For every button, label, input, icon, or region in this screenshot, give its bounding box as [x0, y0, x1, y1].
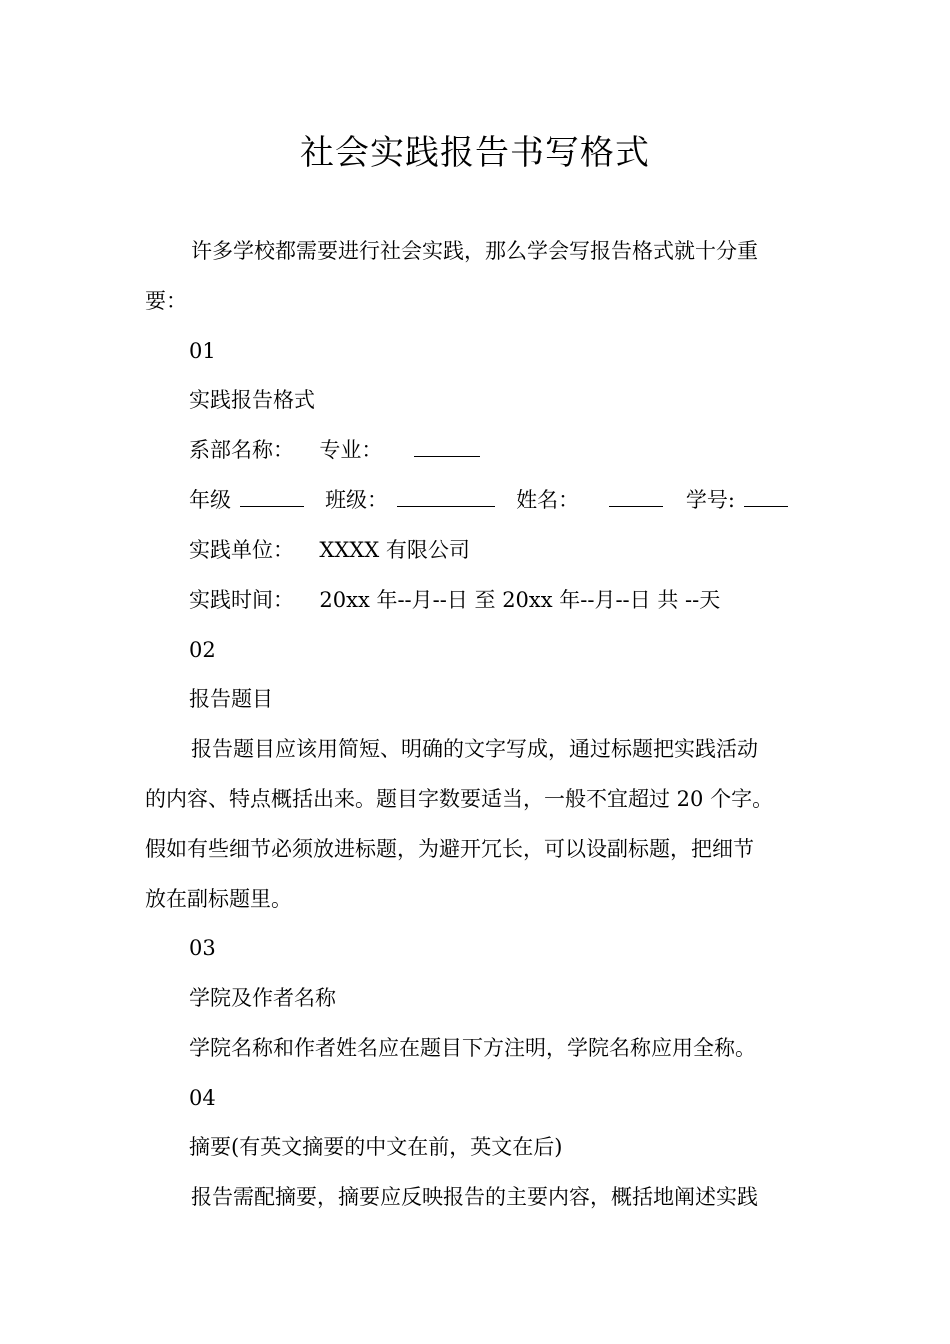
section-3-number: 03 [189, 936, 216, 960]
grade-label: 年级 [189, 488, 231, 512]
section-4-paragraph-line-1: 报告需配摘要，摘要应反映报告的主要内容，概括地阐述实践 [191, 1185, 758, 1209]
unit-label: 实践单位： [189, 538, 294, 562]
grade-class-row [189, 485, 790, 515]
unit-row [189, 535, 470, 565]
time-value: 20xx 年--月--日 至 20xx 年--月--日 共 --天 [319, 588, 721, 612]
section-3-text: 学院名称和作者姓名应在题目下方注明，学院名称应用全称。 [189, 1036, 756, 1060]
time-label: 实践时间： [189, 588, 294, 612]
section-2-paragraph-line-3: 假如有些细节必须放进标题，为避开冗长，可以设副标题，把细节 [145, 837, 754, 861]
intro-line-1: 许多学校都需要进行社会实践，那么学会写报告格式就十分重 [191, 239, 758, 263]
section-4-number: 04 [189, 1086, 216, 1110]
document-title: 社会实践报告书写格式 [300, 133, 650, 173]
section-2-heading: 报告题目 [189, 687, 273, 711]
section-3-heading: 学院及作者名称 [189, 986, 336, 1010]
student-id-blank[interactable] [744, 486, 788, 507]
department-label: 系部名称： [189, 438, 294, 462]
class-blank[interactable] [397, 486, 495, 507]
time-row [189, 585, 720, 615]
section-1-heading: 实践报告格式 [189, 388, 315, 412]
section-4-heading: 摘要(有英文摘要的中文在前，英文在后) [189, 1135, 563, 1159]
section-2-paragraph-line-2: 的内容、特点概括出来。题目字数要适当，一般不宜超过 20 个字。 [145, 787, 774, 811]
section-2-number: 02 [189, 638, 216, 662]
section-2-paragraph-line-1: 报告题目应该用简短、明确的文字写成，通过标题把实践活动 [191, 737, 758, 761]
department-major-row [189, 435, 482, 465]
name-label: 姓名： [516, 488, 580, 512]
intro-line-2: 要： [145, 289, 187, 313]
section-2-paragraph-line-4: 放在副标题里。 [145, 887, 292, 911]
name-blank[interactable] [609, 486, 663, 507]
section-1-number: 01 [189, 339, 216, 363]
major-blank[interactable] [414, 436, 480, 457]
student-id-label: 学号: [685, 488, 735, 512]
class-label: 班级： [325, 488, 389, 512]
unit-value: XXXX 有限公司 [319, 538, 470, 562]
major-label: 专业： [319, 438, 383, 462]
grade-blank[interactable] [240, 486, 304, 507]
